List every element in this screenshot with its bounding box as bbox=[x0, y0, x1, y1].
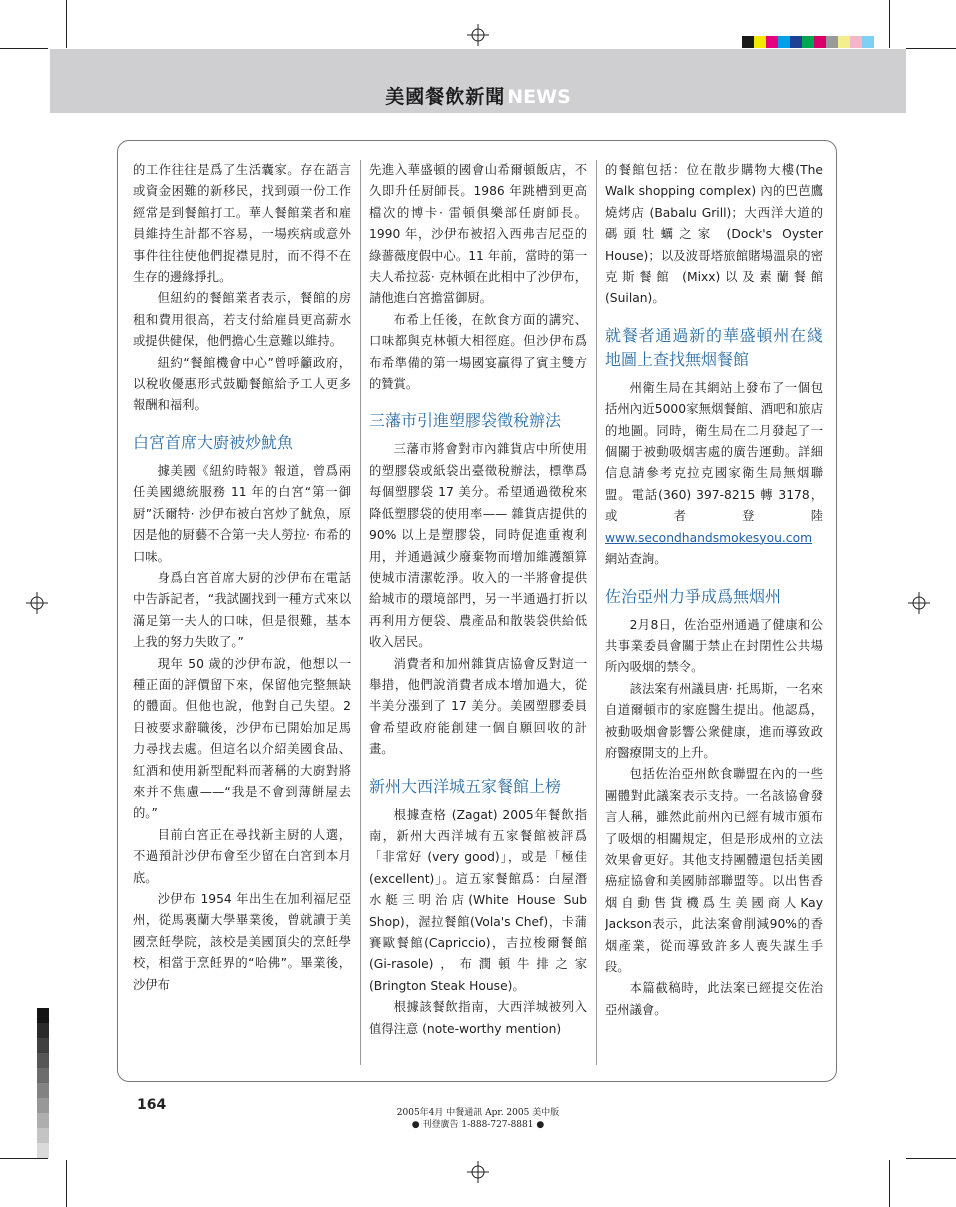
body-paragraph bbox=[605, 160, 823, 310]
paragraph-text: 根據該餐飲指南，大西洋城被列入值得注意 (note-worthy mention) bbox=[369, 1000, 587, 1036]
article-column-3 bbox=[605, 160, 823, 1065]
body-paragraph bbox=[605, 978, 823, 1021]
paragraph-text: 2月8日，佐治亞州通過了健康和公共事業委員會關于禁止在封閉性公共場所內吸烟的禁令。 bbox=[605, 617, 823, 675]
body-paragraph bbox=[605, 378, 823, 571]
body-paragraph bbox=[133, 461, 351, 568]
body-paragraph bbox=[605, 764, 823, 978]
color-swatch bbox=[838, 36, 850, 48]
color-swatch bbox=[790, 36, 802, 48]
color-swatch bbox=[742, 36, 754, 48]
paragraph-text: 現年 50 歲的沙伊布說，他想以一種正面的評價留下來，保留他完整無缺的體面。但他也說，他對自己失望。2 日被要求辭職後，沙伊布已開始加足馬力尋找去處。但這名以介紹美國食品、紅酒和使用新型配料而著稱的大廚對將來并不焦慮——“我是不會到薄餅屋去的。” bbox=[133, 656, 351, 821]
body-paragraph bbox=[369, 310, 587, 396]
paragraph-text: 消費者和加州雜貨店協會反對這一舉措，他們說消費者成本增加過大，從半美分漲到了 17 美分。美國塑膠委員會希望政府能創建一個自願回收的計畫。 bbox=[369, 656, 587, 757]
body-paragraph bbox=[369, 654, 587, 761]
paragraph-text: 先進入華盛頓的國會山希爾頓飯店，不久即升任厨師長。1986 年跳槽到更高檔次的博卡· 雷頓俱樂部任廚師長。1990 年，沙伊布被招入西弗吉尼亞的綠薔薇度假中心。11 年前，當時的第一夫人希拉蕊· 克林頓在此相中了沙伊布，請他進白宮擔當御厨。 bbox=[369, 163, 587, 306]
paragraph-text: 布希上任後，在飲食方面的講究、口味都與克林頓大相徑庭。但沙伊布爲布希準備的第一場國宴贏得了賓主雙方的贊賞。 bbox=[369, 312, 587, 392]
crop-mark bbox=[66, 0, 67, 48]
page-number: 164 bbox=[137, 1097, 167, 1113]
article-column-2 bbox=[369, 160, 587, 1065]
body-paragraph bbox=[133, 288, 351, 352]
body-paragraph bbox=[133, 568, 351, 654]
paragraph-text: 但紐約的餐館業者表示，餐館的房租和費用很高，若支付給雇員更高薪水或提供健保，他們擔心生意難以維持。 bbox=[133, 291, 351, 349]
color-swatch bbox=[778, 36, 790, 48]
header-title-en: NEWS bbox=[507, 86, 571, 108]
body-paragraph bbox=[369, 997, 587, 1040]
crop-mark bbox=[889, 1160, 890, 1207]
registration-mark-icon bbox=[467, 24, 489, 46]
paragraph-text: 根據查格 (Zagat) 2005年餐飲指南，新州大西洋城有五家餐館被評爲「非常好 (very good)」，或是「極佳 (excellent)」。這五家餐館爲：白屋潛水艇三明治店(White House Sub Shop)，渥拉餐館(Vola's Chef)，卡蒲賽歐餐館(Capriccio)，吉拉梭爾餐館 (Gi-rasole)，布潤頓牛排之家 (Brington Steak House)。 bbox=[369, 807, 587, 993]
footer-line-2: ● 刊登廣告 1-888-727-8881 ● bbox=[411, 1120, 545, 1130]
gray-swatch bbox=[37, 1053, 49, 1068]
body-paragraph bbox=[369, 160, 587, 310]
crop-mark bbox=[906, 1158, 956, 1159]
paragraph-text: 沙伊布 1954 年出生在加利福尼亞州，從馬裏蘭大學畢業後，曾就讀于美國烹飪學院，該校是美國頂尖的烹飪學校，相當于烹飪界的“哈佛”。畢業後，沙伊布 bbox=[133, 892, 351, 992]
paragraph-text: 包括佐治亞州飲食聯盟在內的一些團體對此議案表示支持。一名該協會發言人稱，雖然此前州內已經有城市頒布了吸烟的相關規定，但是形成州的立法效果會更好。其他支持團體還包括美國癌症協會和美國肺部聯盟等。以出售香烟自動售貨機爲生美國商人Kay Jackson表示，此法案會削減90%的香烟產業，從而導致許多人喪失謀生手段。 bbox=[605, 767, 823, 974]
paragraph-text: 三藩市將會對市內雜貨店中所使用的塑膠袋或紙袋出臺徵稅辦法，標準爲每個塑膠袋 17 美分。希望通過徵稅來降低塑膠袋的使用率—— 雜貨店提供的 90% 以上是塑膠袋，同時促進重複利用，并通過減少廢棄物而增加維護額算使城市清潔乾淨。收入的一半將會提供給城市的環境部門，另一半通過打折以再利用方便袋、農產品和散裝袋供給低收入居民。 bbox=[369, 442, 587, 650]
section-heading: 佐治亞州力爭成爲無烟州 bbox=[605, 586, 782, 606]
gray-swatch bbox=[37, 1023, 49, 1038]
paragraph-text: 紐約“餐館機會中心”曾呼籲政府，以稅收優惠形式鼓勵餐館給予工人更多報酬和福利。 bbox=[133, 355, 351, 413]
body-paragraph bbox=[605, 679, 823, 765]
color-swatch bbox=[826, 36, 838, 48]
paragraph-text: 該法案有州議員唐· 托馬斯，一名來自道爾頓市的家庭醫生提出。他認爲，被動吸烟會影響公衆健康，進而導致政府醫療開支的上升。 bbox=[605, 681, 823, 760]
color-calibration-strip bbox=[742, 36, 874, 48]
header-title-cn: 美國餐飲新聞 bbox=[385, 86, 506, 108]
footer-ad-phone: 刊登廣告 1-888-727-8881 bbox=[422, 1120, 534, 1130]
body-paragraph bbox=[133, 889, 351, 996]
registration-mark-icon bbox=[908, 592, 930, 614]
crop-mark bbox=[889, 0, 890, 48]
color-swatch bbox=[802, 36, 814, 48]
body-paragraph bbox=[369, 439, 587, 653]
paragraph-text: 的工作往往是爲了生活囊家。存在語言或資金困難的新移民，找到頭一份工作經常是到餐館打工。華人餐館業者和雇員維持生計都不容易，一場疾病或意外事件往往使他們捉襟見肘，而不得不在生存的邊緣掙扎。 bbox=[133, 163, 351, 285]
section-heading: 新州大西洋城五家餐館上榜 bbox=[369, 776, 562, 796]
page-header-title bbox=[0, 82, 956, 109]
section-heading: 白宮首席大廚被炒魷魚 bbox=[133, 432, 294, 452]
body-paragraph bbox=[369, 805, 587, 998]
paragraph-text: 的餐館包括：位在散步購物大樓(The Walk shopping complex) 內的巴芭鷹燒烤店 (Babalu Grill)；大西洋大道的碼頭牡蠣之家 (Dock's Oyster House)；以及波哥塔旅館賭場溫泉的密克斯餐館 (Mixx)以及素蘭餐館 (Suilan)。 bbox=[605, 163, 823, 306]
paragraph-text: 目前白宮正在尋找新主厨的人選，不過預計沙伊布會至少留在白宮到本月底。 bbox=[133, 827, 351, 885]
crop-mark bbox=[0, 1158, 48, 1159]
paragraph-text-tail: 網站查詢。 bbox=[605, 552, 667, 567]
color-swatch bbox=[766, 36, 778, 48]
column-divider bbox=[360, 160, 361, 1065]
gray-swatch bbox=[37, 1038, 49, 1053]
paragraph-text: 身爲白宮首席大厨的沙伊布在電話中告訴記者，“我試圖找到一種方式來以滿足第一夫人的口味，但是很難，基本上我的努力失敗了。” bbox=[133, 570, 351, 650]
gray-swatch bbox=[37, 1083, 49, 1098]
crop-mark bbox=[66, 1160, 67, 1207]
footer-line-1: 2005年4月 中餐通訊 Apr. 2005 美中版 bbox=[396, 1108, 560, 1118]
color-swatch bbox=[754, 36, 766, 48]
body-paragraph bbox=[133, 825, 351, 889]
grayscale-calibration-strip bbox=[37, 1008, 49, 1158]
registration-mark-icon bbox=[26, 592, 48, 614]
gray-swatch bbox=[37, 1128, 49, 1143]
article-column-1 bbox=[133, 160, 351, 1065]
column-divider bbox=[596, 160, 597, 1065]
website-link[interactable]: www.secondhandsmokesyou.com bbox=[605, 530, 813, 545]
body-paragraph bbox=[133, 353, 351, 417]
body-paragraph bbox=[133, 160, 351, 288]
body-paragraph bbox=[605, 615, 823, 679]
crop-mark bbox=[906, 48, 956, 49]
paragraph-text: 據美國《紐約時報》報道，曾爲兩任美國總統服務 11 年的白宮“第一御厨”沃爾特· 沙伊布被白宮炒了魷魚，原因是他的厨藝不合第一夫人勞拉· 布希的口味。 bbox=[133, 463, 351, 564]
color-swatch bbox=[814, 36, 826, 48]
crop-mark bbox=[0, 48, 48, 49]
gray-swatch bbox=[37, 1008, 49, 1023]
paragraph-text: 本篇截稿時，此法案已經提交佐治亞州議會。 bbox=[605, 981, 823, 1017]
section-heading: 三藩市引進塑膠袋徵稅辦法 bbox=[369, 411, 562, 431]
gray-swatch bbox=[37, 1143, 49, 1158]
section-heading: 就餐者通過新的華盛頓州在綫地圖上查找無烟餐館 bbox=[605, 325, 823, 369]
gray-swatch bbox=[37, 1068, 49, 1083]
body-paragraph bbox=[133, 654, 351, 825]
color-swatch bbox=[850, 36, 862, 48]
color-swatch bbox=[862, 36, 874, 48]
paragraph-text: 州衛生局在其網站上發布了一個包括州內近5000家無烟餐館、酒吧和旅店的地圖。同時，衛生局在二月發起了一個關于被動吸烟害處的廣告運動。詳細信息請參考克拉克國家衛生局無烟聯盟。電話(360) 397-8215 轉 3178，或者登陸 bbox=[605, 380, 823, 524]
registration-mark-icon bbox=[467, 1161, 489, 1183]
